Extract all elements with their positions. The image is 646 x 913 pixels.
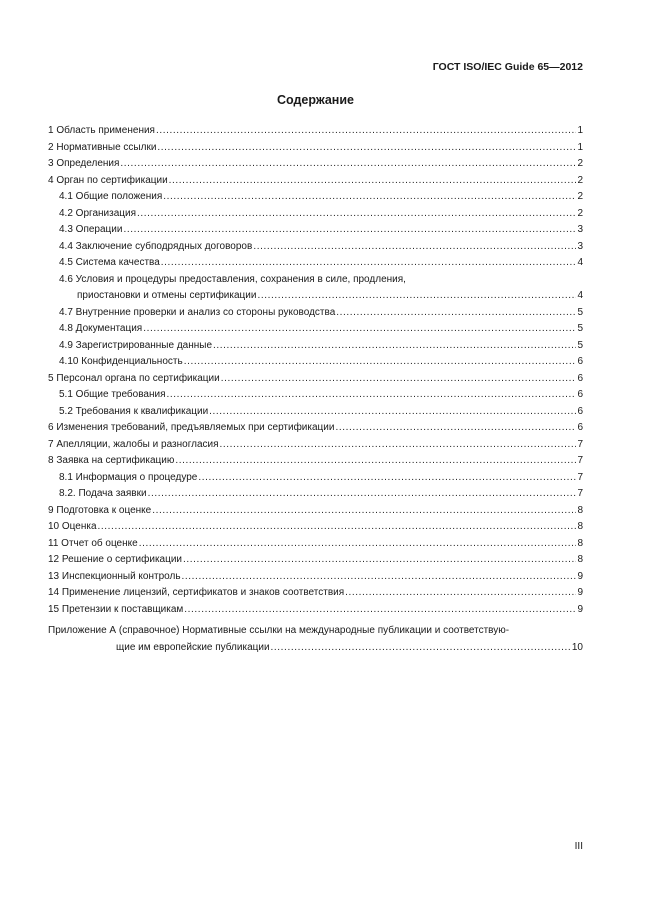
toc-entry-label: 5.2 Требования к квалификации [59,405,209,417]
toc-entry[interactable] [48,520,583,534]
leader-dots [163,190,576,204]
leader-dots [198,471,576,485]
toc-entry[interactable] [48,570,583,584]
toc-entry[interactable] [48,586,583,600]
leader-dots [157,141,576,155]
toc-entry-page: 4 [577,290,583,301]
toc-entry-page: 6 [577,389,583,400]
leader-dots [253,240,576,254]
toc-entry-label: 4.10 Конфиденциальность [59,356,183,367]
toc-entry-page: 3 [577,224,583,235]
leader-dots [335,421,576,435]
toc-entry-label: 6 Изменения требований, предъявляемых при сертификации [48,422,335,433]
page-title: Содержание [276,93,354,107]
toc-entry-label: щие им европейские публикации [116,641,270,653]
toc-entry-page: 5 [577,306,583,318]
toc-entry-page: 2 [577,191,583,202]
toc-entry[interactable] [59,355,583,369]
toc-entry-label: 4.4 Заключение субподрядных договоров [59,240,253,252]
toc-entry-label: Приложение А (справочное) Нормативные ссылки на международные публикации и соответствую- [48,625,510,636]
toc-entry-page: 8 [577,504,583,516]
toc-entry[interactable] [48,421,583,435]
toc-entry-page: 6 [577,356,583,367]
toc-entry-page: 6 [577,405,583,417]
toc-entry-page: 2 [577,174,583,186]
leader-dots [148,487,577,501]
page-number: III [574,841,583,852]
toc-entry[interactable] [59,339,583,353]
toc-entry-label: 14 Применение лицензий, сертификатов и знаков соответствия [48,587,345,598]
toc-entry-label: 15 Претензии к поставщикам [48,603,184,615]
leader-dots [271,641,571,655]
toc-entry[interactable] [48,124,583,138]
leader-dots [123,223,576,237]
toc-entry[interactable] [48,438,583,452]
toc-entry[interactable] [48,157,583,171]
leader-dots [120,157,576,171]
toc-entry-label: 4.6 Условия и процедуры предоставления, сохранения в силе, продления, [59,273,406,285]
leader-dots [156,124,576,138]
document-code-header: ГОСТ ISO/IEC Guide 65—2012 [432,61,583,73]
toc-entry-page: 2 [577,207,583,219]
toc-entry-label: 7 Апелляции, жалобы и разногласия [48,438,219,450]
toc-entry[interactable] [48,504,583,518]
toc-entry[interactable] [59,190,583,204]
toc-entry[interactable] [59,322,583,336]
toc-entry-page: 5 [577,339,583,351]
leader-dots [98,520,577,534]
leader-dots [336,306,576,320]
toc-entry-label: 4.7 Внутренние проверки и анализ со стороны руководства [59,306,336,318]
toc-entry-label: приостановки и отмены сертификации [77,290,257,301]
toc-entry-page: 2 [577,158,583,169]
toc-entry[interactable] [59,306,583,320]
toc-entry-page: 9 [577,587,583,598]
toc-entry-label: 4.9 Зарегистрированные данные [59,339,213,351]
toc-entry-page: 8 [577,537,583,549]
toc-entry-label: 5 Персонал органа по сертификации [48,372,220,384]
toc-entry-label: 8.1 Информация о процедуре [59,471,198,483]
leader-dots [137,207,576,221]
toc-entry-label: 4.1 Общие положения [59,191,163,202]
toc-entry-label: 3 Определения [48,158,120,169]
toc-entry-page: 9 [577,570,583,582]
toc-entry-continuation[interactable] [116,641,583,655]
leader-dots [152,504,576,518]
leader-dots [143,322,576,336]
toc-entry-label: 5.1 Общие требования [59,389,166,400]
toc-entry-page: 7 [577,488,583,499]
leader-dots [209,405,576,419]
leader-dots [167,388,577,402]
toc-entry-label: 4.5 Система качества [59,257,160,268]
toc-entry[interactable] [59,223,583,237]
leader-dots [184,603,576,617]
toc-entry[interactable] [48,624,583,638]
leader-dots [169,174,577,188]
leader-dots [184,355,577,369]
toc-entry-label: 13 Инспекционный контроль [48,570,181,582]
toc-entry-label: 10 Оценка [48,521,97,532]
toc-entry-page: 8 [577,554,583,565]
toc-entry-page: 7 [577,471,583,483]
toc-entry-page: 1 [577,141,583,153]
toc-entry-label: 12 Решение о сертификации [48,554,183,565]
toc-entry[interactable] [48,141,583,155]
toc-entry-label: 8 Заявка на сертификацию [48,455,175,466]
leader-dots [139,537,577,551]
toc-entry-page: 3 [577,240,583,252]
leader-dots [257,289,576,303]
toc-entry-label: 1 Область применения [48,125,155,136]
toc-entry[interactable] [59,388,583,402]
toc-entry-continuation[interactable] [77,289,583,303]
toc-entry[interactable] [48,537,583,551]
leader-dots [175,454,576,468]
toc-entry-label: 11 Отчет об оценке [48,537,138,549]
toc-entry-label: 2 Нормативные ссылки [48,141,157,153]
toc-entry-page: 5 [577,323,583,334]
toc-entry[interactable] [59,273,583,287]
toc-entry-label: 4.8 Документация [59,323,143,334]
leader-dots [183,553,576,567]
toc-entry-label: 4.2 Организация [59,207,136,219]
toc-entry[interactable] [48,553,583,567]
toc-entry-label: 9 Подготовка к оценке [48,504,152,516]
toc-entry-label: 4 Орган по сертификации [48,174,168,186]
toc-entry-page: 1 [577,125,583,136]
leader-dots [161,256,577,270]
leader-dots [221,372,577,386]
toc-entry-page: 6 [577,422,583,433]
toc-entry[interactable] [48,372,583,386]
toc-entry-page: 7 [577,455,583,466]
toc-entry-label: 8.2. Подача заявки [59,488,147,499]
toc-entry-page: 8 [577,521,583,532]
leader-dots [182,570,577,584]
toc-entry[interactable] [59,487,583,501]
toc-entry[interactable] [48,603,583,617]
leader-dots [213,339,576,353]
toc-entry-label: 4.3 Операции [59,224,123,235]
toc-entry[interactable] [59,471,583,485]
toc-entry-page: 7 [577,438,583,450]
toc-entry[interactable] [59,405,583,419]
toc-entry[interactable] [48,174,583,188]
toc-entry-page: 4 [577,257,583,268]
toc-entry-page: 9 [577,603,583,615]
leader-dots [345,586,576,600]
toc-entry[interactable] [48,454,583,468]
toc-entry-page: 10 [571,641,583,653]
leader-dots [220,438,577,452]
toc-entry[interactable] [59,207,583,221]
toc-entry-page: 6 [577,372,583,384]
toc-entry[interactable] [59,256,583,270]
toc-entry[interactable] [59,240,583,254]
